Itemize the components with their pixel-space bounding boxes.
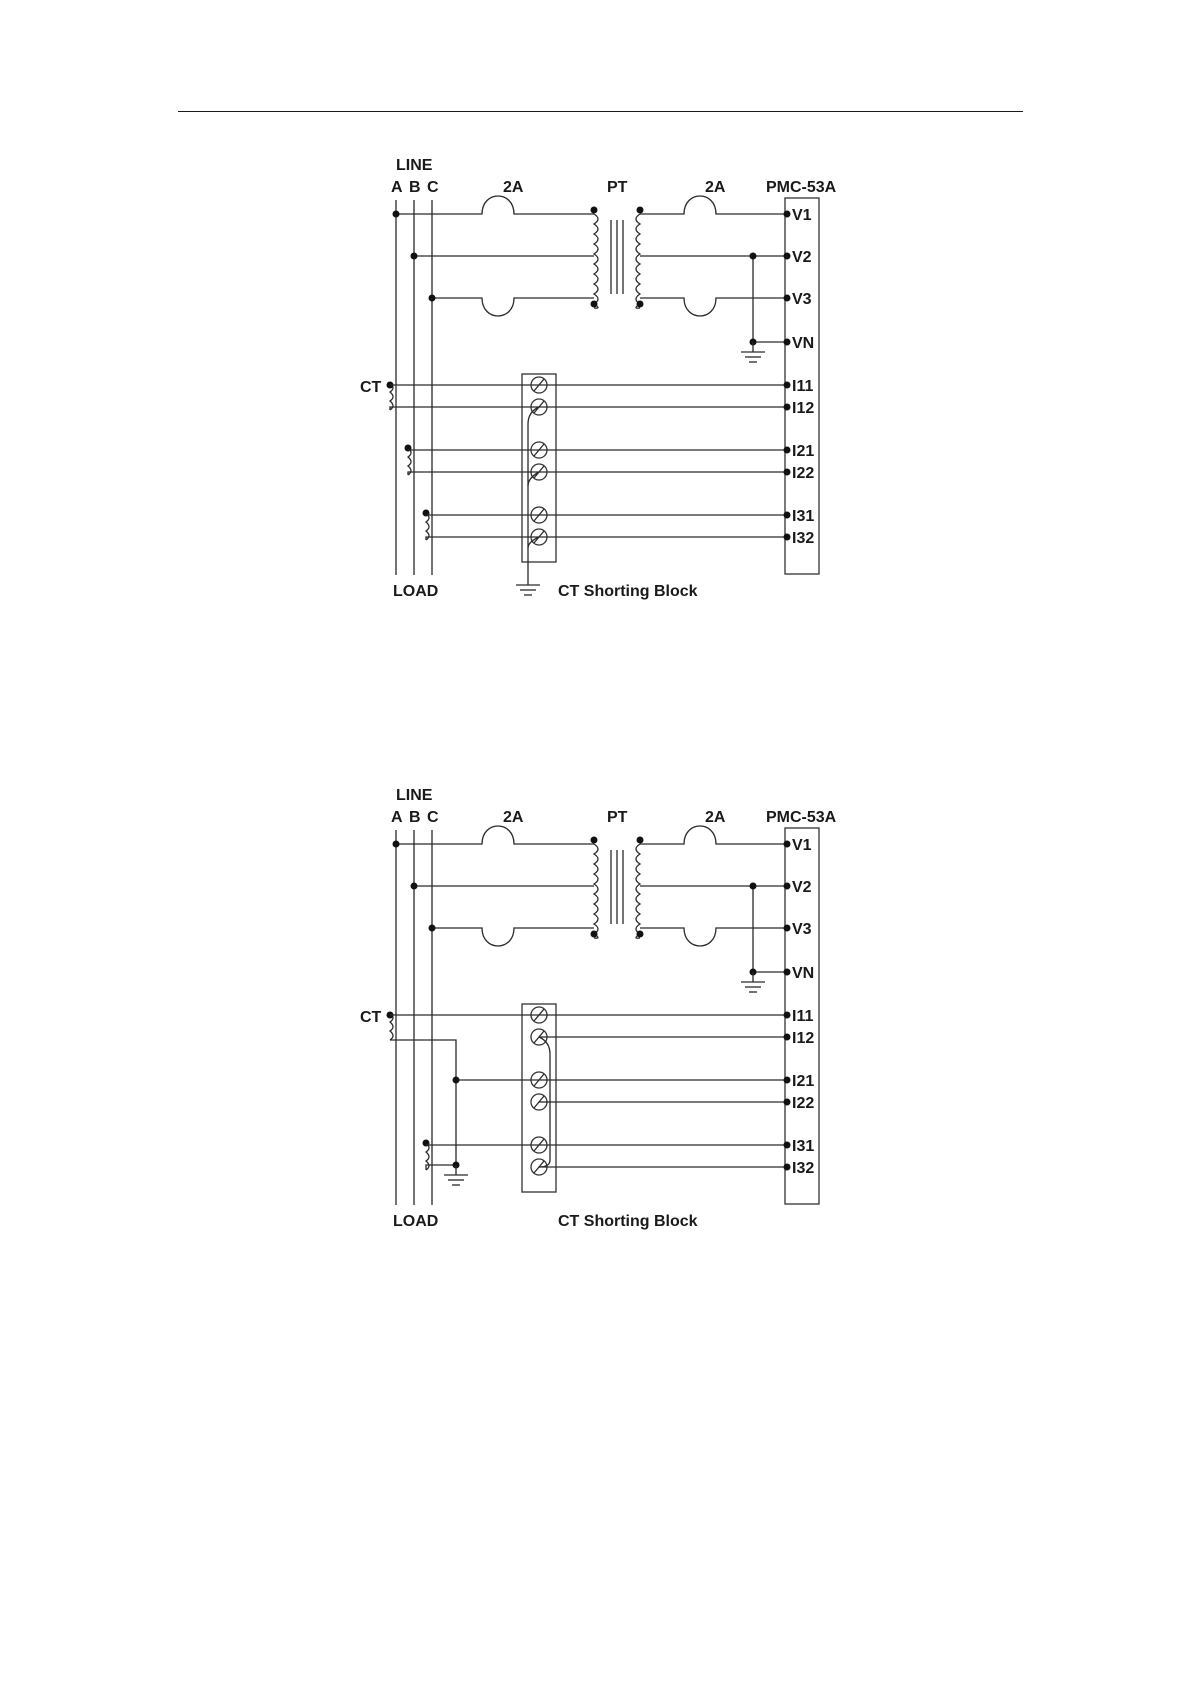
terminal-v1: V1 xyxy=(792,207,812,224)
terminal-i22: I22 xyxy=(792,465,815,482)
terminal-i21: I21 xyxy=(792,443,815,460)
phase-a-label: A xyxy=(391,809,403,826)
pt-label: PT xyxy=(607,809,628,826)
pt-primary-coil xyxy=(594,844,598,938)
phase-b-label: B xyxy=(409,179,421,196)
terminal-i12: I12 xyxy=(792,1030,815,1047)
ct-b-icon xyxy=(408,448,411,475)
wiring-diagram-1 xyxy=(360,157,837,600)
ct-shorting-block xyxy=(522,1004,556,1192)
ct-label: CT xyxy=(360,1009,382,1026)
terminal-i11: I11 xyxy=(792,1008,814,1025)
terminal-vn: VN xyxy=(792,965,815,982)
load-label: LOAD xyxy=(393,1213,439,1230)
phase-b-label: B xyxy=(409,809,421,826)
terminal-v3: V3 xyxy=(792,291,812,308)
terminal-i22: I22 xyxy=(792,1095,815,1112)
terminal-i11: I11 xyxy=(792,378,814,395)
secondary-fuse-3 xyxy=(640,298,787,316)
line-label: LINE xyxy=(396,157,433,174)
fuse-label-left: 2A xyxy=(503,809,524,826)
terminal-i21: I21 xyxy=(792,1073,815,1090)
wiring-diagram-2 xyxy=(360,787,837,1230)
phase-a-fuse xyxy=(396,826,594,844)
load-label: LOAD xyxy=(393,583,439,600)
terminal-v2: V2 xyxy=(792,879,812,896)
block-label: CT Shorting Block xyxy=(558,583,698,600)
voltage-terminals xyxy=(784,207,815,352)
terminal-i12: I12 xyxy=(792,400,815,417)
terminal-i32: I32 xyxy=(792,530,815,547)
fuse-label-right: 2A xyxy=(705,809,726,826)
shorting-screws xyxy=(531,377,547,545)
phase-c-fuse xyxy=(432,928,594,946)
terminal-v3: V3 xyxy=(792,921,812,938)
phase-c-label: C xyxy=(427,179,439,196)
ct-shorting-block xyxy=(522,374,556,562)
secondary-fuse-1 xyxy=(640,196,787,214)
voltage-terminals xyxy=(784,837,815,982)
phase-a-fuse xyxy=(396,196,594,214)
current-terminals xyxy=(784,1008,815,1177)
ct-c-icon xyxy=(426,513,429,540)
phase-c-fuse xyxy=(432,298,594,316)
fuse-label-right: 2A xyxy=(705,179,726,196)
pt-secondary-coil xyxy=(636,214,640,308)
phase-c-label: C xyxy=(427,809,439,826)
shorting-screws xyxy=(531,1007,547,1175)
terminal-vn: VN xyxy=(792,335,815,352)
terminal-i31: I31 xyxy=(792,1138,815,1155)
meter-label: PMC-53A xyxy=(766,809,837,826)
pt-secondary-coil xyxy=(636,844,640,938)
block-label: CT Shorting Block xyxy=(558,1213,698,1230)
fuse-label-left: 2A xyxy=(503,179,524,196)
meter-label: PMC-53A xyxy=(766,179,837,196)
pt-primary-coil xyxy=(594,214,598,308)
current-terminals xyxy=(784,378,815,547)
terminal-i32: I32 xyxy=(792,1160,815,1177)
phase-a-label: A xyxy=(391,179,403,196)
pt-label: PT xyxy=(607,179,628,196)
terminal-v2: V2 xyxy=(792,249,812,266)
line-label: LINE xyxy=(396,787,433,804)
terminal-v1: V1 xyxy=(792,837,812,854)
terminal-i31: I31 xyxy=(792,508,815,525)
ct-label: CT xyxy=(360,379,382,396)
